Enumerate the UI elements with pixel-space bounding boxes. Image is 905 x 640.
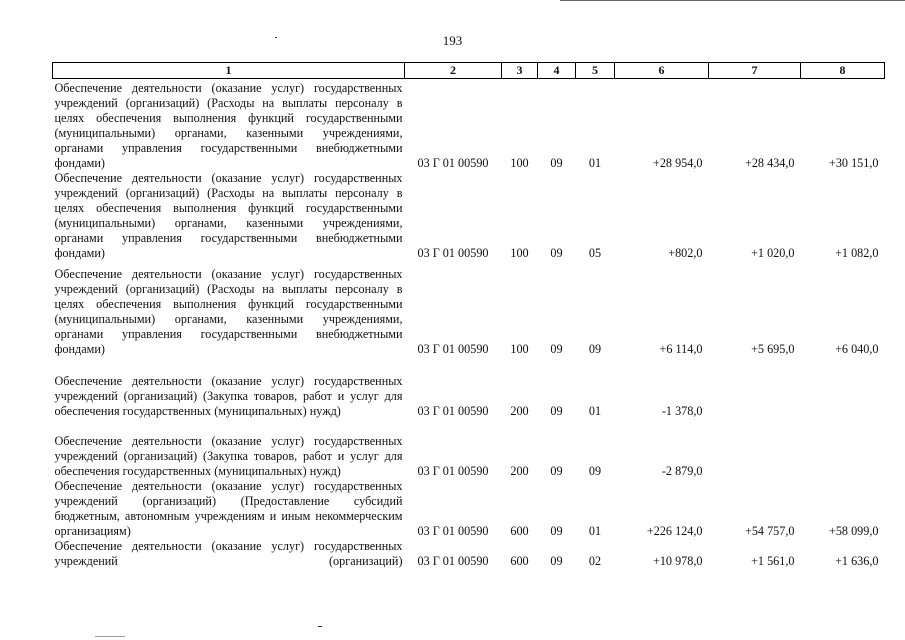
header-row [53, 63, 885, 79]
header-col-5: 5 [576, 63, 615, 79]
row-col3: 100 [510, 341, 529, 356]
row-col4: 09 [550, 523, 563, 538]
row-col7: +5 695,0 [751, 341, 795, 356]
table-row [53, 171, 885, 261]
row-col7: +1 561,0 [751, 553, 795, 568]
row-description: Обеспечение деятельности (оказание услуг) государственных учреждений (организаций) (Расходы на выплаты персоналу в целях обеспечения выполнения функций государственными (муниципальными) органами, казенными учреждениями, органами управления государственными внебюджетными фондами) [54, 170, 403, 260]
row-code: 03 Г 01 00590 [417, 341, 489, 356]
row-col4: 09 [550, 463, 563, 478]
row-col8: +1 082,0 [835, 245, 879, 260]
scan-speck [95, 636, 125, 637]
row-col5: 09 [588, 463, 602, 478]
row-col3: 600 [510, 553, 529, 568]
row-col6: +10 978,0 [652, 553, 703, 568]
row-col3: 200 [510, 463, 529, 478]
table-row [53, 261, 885, 357]
scan-speck [275, 37, 277, 38]
row-description: Обеспечение деятельности (оказание услуг) государственных учреждений (организаций) (Предоставление субсидий бюджетным, автономным учреждениям и иным некоммерческим организациям) [54, 478, 403, 538]
row-col6: +6 114,0 [659, 341, 703, 356]
table-row [53, 539, 885, 569]
row-description: Обеспечение деятельности (оказание услуг) государственных учреждений (организаций) (Расходы на выплаты персоналу в целях обеспечения выполнения функций государственными (муниципальными) органами, казенными учреждениями, органами управления государственными внебюджетными фондами) [54, 80, 403, 170]
row-code: 03 Г 01 00590 [417, 463, 489, 478]
row-col5: 09 [588, 341, 602, 356]
row-code: 03 Г 01 00590 [417, 523, 489, 538]
row-description: Обеспечение деятельности (оказание услуг) государственных учреждений (организаций) (Расходы на выплаты персоналу в целях обеспечения выполнения функций государственными (муниципальными) органами, казенными учреждениями, органами управления государственными внебюджетными фондами) [54, 266, 403, 356]
row-col5: 02 [588, 553, 602, 568]
row-col5: 01 [588, 403, 602, 418]
header-col-8: 8 [801, 63, 885, 79]
row-col7 [709, 357, 801, 419]
row-col6: +226 124,0 [646, 523, 703, 538]
row-col3: 600 [510, 523, 529, 538]
row-code: 03 Г 01 00590 [417, 553, 489, 568]
row-col8: +30 151,0 [828, 155, 879, 170]
row-col8: +6 040,0 [835, 341, 879, 356]
header-col-1: 1 [53, 63, 405, 79]
row-code: 03 Г 01 00590 [417, 403, 489, 418]
row-col5: 01 [588, 523, 602, 538]
row-code: 03 Г 01 00590 [417, 245, 489, 260]
row-col7: +54 757,0 [744, 523, 795, 538]
row-description: Обеспечение деятельности (оказание услуг) государственных учреждений (организаций) [54, 538, 403, 568]
row-col3: 200 [510, 403, 529, 418]
header-col-3: 3 [502, 63, 538, 79]
table-row [53, 357, 885, 419]
row-col3: 100 [510, 155, 529, 170]
row-col4: 09 [550, 403, 563, 418]
header-col-4: 4 [538, 63, 576, 79]
row-col6: -1 378,0 [661, 403, 703, 418]
table-row [53, 479, 885, 539]
row-col8 [801, 419, 885, 479]
row-col7: +1 020,0 [751, 245, 795, 260]
header-col-2: 2 [405, 63, 502, 79]
budget-table [52, 62, 885, 569]
row-col5: 01 [588, 155, 602, 170]
row-col4: 09 [550, 341, 563, 356]
header-col-7: 7 [709, 63, 801, 79]
header-col-6: 6 [615, 63, 709, 79]
scan-edge-line [560, 0, 905, 1]
row-col7: +28 434,0 [744, 155, 795, 170]
row-col6: +28 954,0 [652, 155, 703, 170]
row-description: Обеспечение деятельности (оказание услуг) государственных учреждений (организаций) (Закупка товаров, работ и услуг для обеспечения государственных (муниципальных) нужд) [54, 373, 403, 418]
row-col4: 09 [550, 155, 563, 170]
row-col8: +58 099,0 [828, 523, 879, 538]
row-col6: -2 879,0 [661, 463, 703, 478]
row-col6: +802,0 [668, 245, 703, 260]
row-code: 03 Г 01 00590 [417, 155, 489, 170]
page-number: 193 [442, 33, 463, 48]
table-row [53, 79, 885, 171]
row-col3: 100 [510, 245, 529, 260]
row-description: Обеспечение деятельности (оказание услуг) государственных учреждений (организаций) (Закупка товаров, работ и услуг для обеспечения государственных (муниципальных) нужд) [54, 433, 403, 478]
row-col7 [709, 419, 801, 479]
scan-speck [318, 626, 322, 627]
row-col8: +1 636,0 [835, 553, 879, 568]
row-col5: 05 [588, 245, 602, 260]
row-col8 [801, 357, 885, 419]
row-col4: 09 [550, 553, 563, 568]
row-col4: 09 [550, 245, 563, 260]
table-row [53, 419, 885, 479]
